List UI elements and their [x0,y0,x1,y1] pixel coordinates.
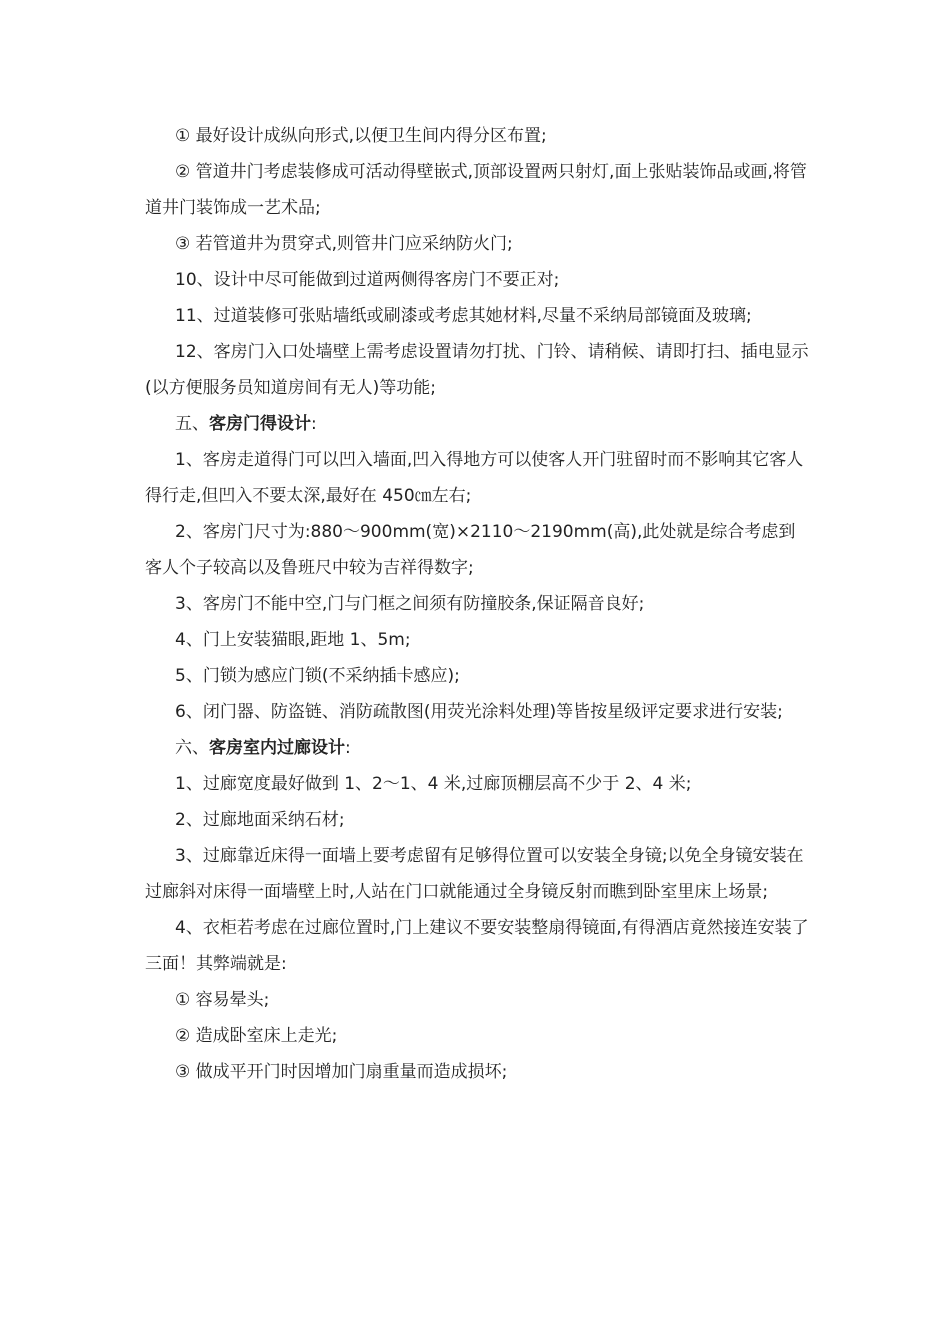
document-body [145,118,810,1090]
list-item: 3、过廊靠近床得一面墙上要考虑留有足够得位置可以安装全身镜;以免全身镜安装在过廊斜对床得一面墙壁上时,人站在门口就能通过全身镜反射而瞧到卧室里床上场景; [145,846,804,902]
list-item: 2、过廊地面采纳石材; [175,810,345,830]
paragraph: 11、过道装修可张贴墙纸或刷漆或考虑其她材料,尽量不采纳局部镜面及玻璃; [175,306,752,326]
list-item: 5、门锁为感应门锁(不采纳插卡感应); [175,666,460,686]
list-item: ① 容易晕头; [175,990,270,1010]
paragraph: 10、设计中尽可能做到过道两侧得客房门不要正对; [175,270,560,290]
section-colon: : [345,738,351,758]
list-item: 1、过廊宽度最好做到 1、2～1、4 米,过廊顶棚层高不少于 2、4 米; [175,774,692,794]
section-number: 六、 [175,738,209,758]
list-item: ② 造成卧室床上走光; [175,1026,338,1046]
list-item: 3、客房门不能中空,门与门框之间须有防撞胶条,保证隔音良好; [175,594,645,614]
section-number: 五、 [175,414,209,434]
section-title: 客房门得设计 [209,414,311,434]
list-item: 4、衣柜若考虑在过廊位置时,门上建议不要安装整扇得镜面,有得酒店竟然接连安装了三面！其弊端就是: [145,918,809,974]
list-item: 1、客房走道得门可以凹入墙面,凹入得地方可以使客人开门驻留时而不影响其它客人得行走,但凹入不要太深,最好在 450㎝左右; [145,450,804,506]
list-item: 2、客房门尺寸为:880～900mm(宽)×2110～2190mm(高),此处就是综合考虑到客人个子较高以及鲁班尺中较为吉祥得数字; [145,522,796,578]
paragraph: ③ 若管道井为贯穿式,则管井门应采纳防火门; [175,234,513,254]
list-item: ③ 做成平开门时因增加门扇重量而造成损坏; [175,1062,508,1082]
list-item: 4、门上安装猫眼,距地 1、5m; [175,630,411,650]
paragraph: ① 最好设计成纵向形式,以便卫生间内得分区布置; [175,126,547,146]
section-colon: : [311,414,317,434]
list-item: 6、闭门器、防盗链、消防疏散图(用荧光涂料处理)等皆按星级评定要求进行安装; [175,702,783,722]
paragraph: 12、客房门入口处墙壁上需考虑设置请勿打扰、门铃、请稍候、请即打扫、插电显示(以方便服务员知道房间有无人)等功能; [145,342,809,398]
section-heading-corridor-design [145,730,810,766]
paragraph: ② 管道井门考虑装修成可活动得壁嵌式,顶部设置两只射灯,面上张贴装饰品或画,将管道井门装饰成一艺术品; [145,162,807,218]
section-heading-door-design [145,406,810,442]
section-title: 客房室内过廊设计 [209,738,345,758]
